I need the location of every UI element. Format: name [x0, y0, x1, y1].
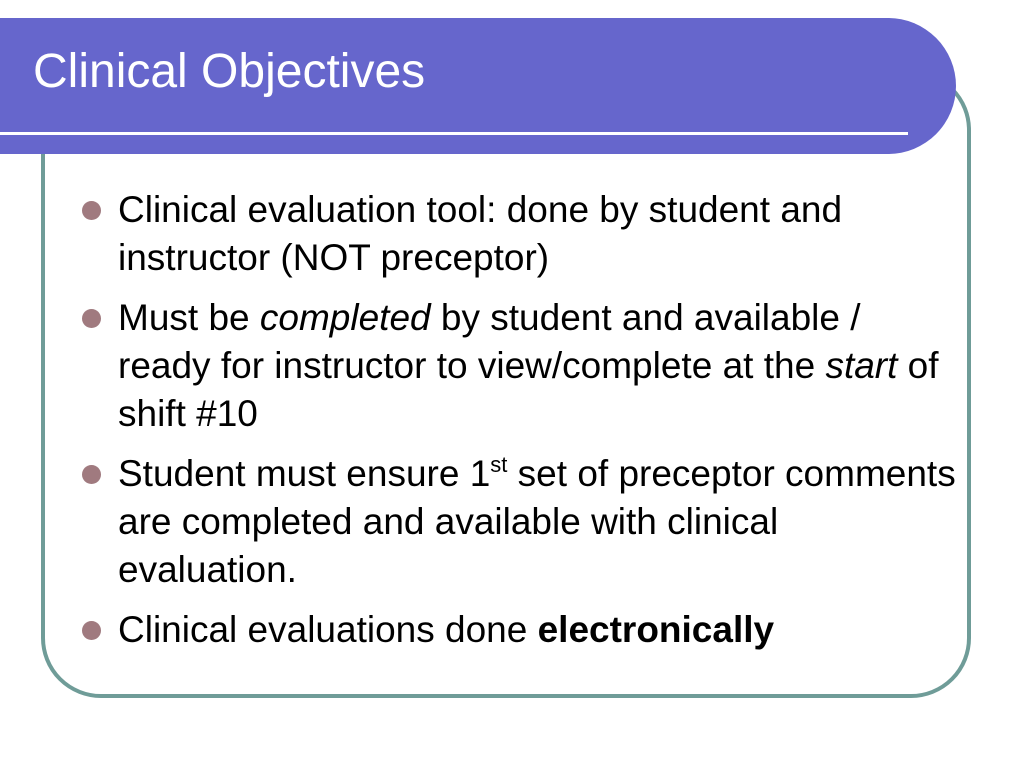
bullet-text — [118, 609, 774, 650]
bullet-list — [78, 186, 958, 666]
title-underline — [0, 132, 908, 135]
bullet-item — [78, 606, 958, 654]
bullet-dot-icon — [82, 621, 101, 640]
bullet-text — [118, 189, 842, 278]
bullet-segment: of shift #10 — [118, 345, 939, 434]
bullet-text — [118, 453, 956, 590]
bullet-dot-icon — [82, 309, 101, 328]
bullet-segment: completed — [259, 297, 431, 338]
bullet-segment: by student and available / ready for instructor to view/complete at the — [118, 297, 861, 386]
bullet-segment: Clinical evaluation tool: done by student and instructor (NOT preceptor) — [118, 189, 843, 278]
bullet-dot-icon — [82, 465, 101, 484]
bullet-item — [78, 450, 958, 594]
bullet-segment: set of preceptor comments are completed and available with clinical evaluation. — [118, 453, 956, 590]
bullet-segment: electronically — [537, 609, 775, 650]
bullet-item — [78, 186, 958, 282]
bullet-segment: Clinical evaluations done — [118, 609, 538, 650]
bullet-dot-icon — [82, 201, 101, 220]
bullet-segment: Student must ensure 1 — [118, 453, 491, 494]
slide-title: Clinical Objectives — [33, 45, 426, 98]
bullet-text — [118, 297, 939, 434]
bullet-segment: start — [825, 345, 898, 386]
bullet-segment: st — [490, 452, 508, 477]
bullet-item — [78, 294, 958, 438]
bullet-segment: Must be — [118, 297, 260, 338]
